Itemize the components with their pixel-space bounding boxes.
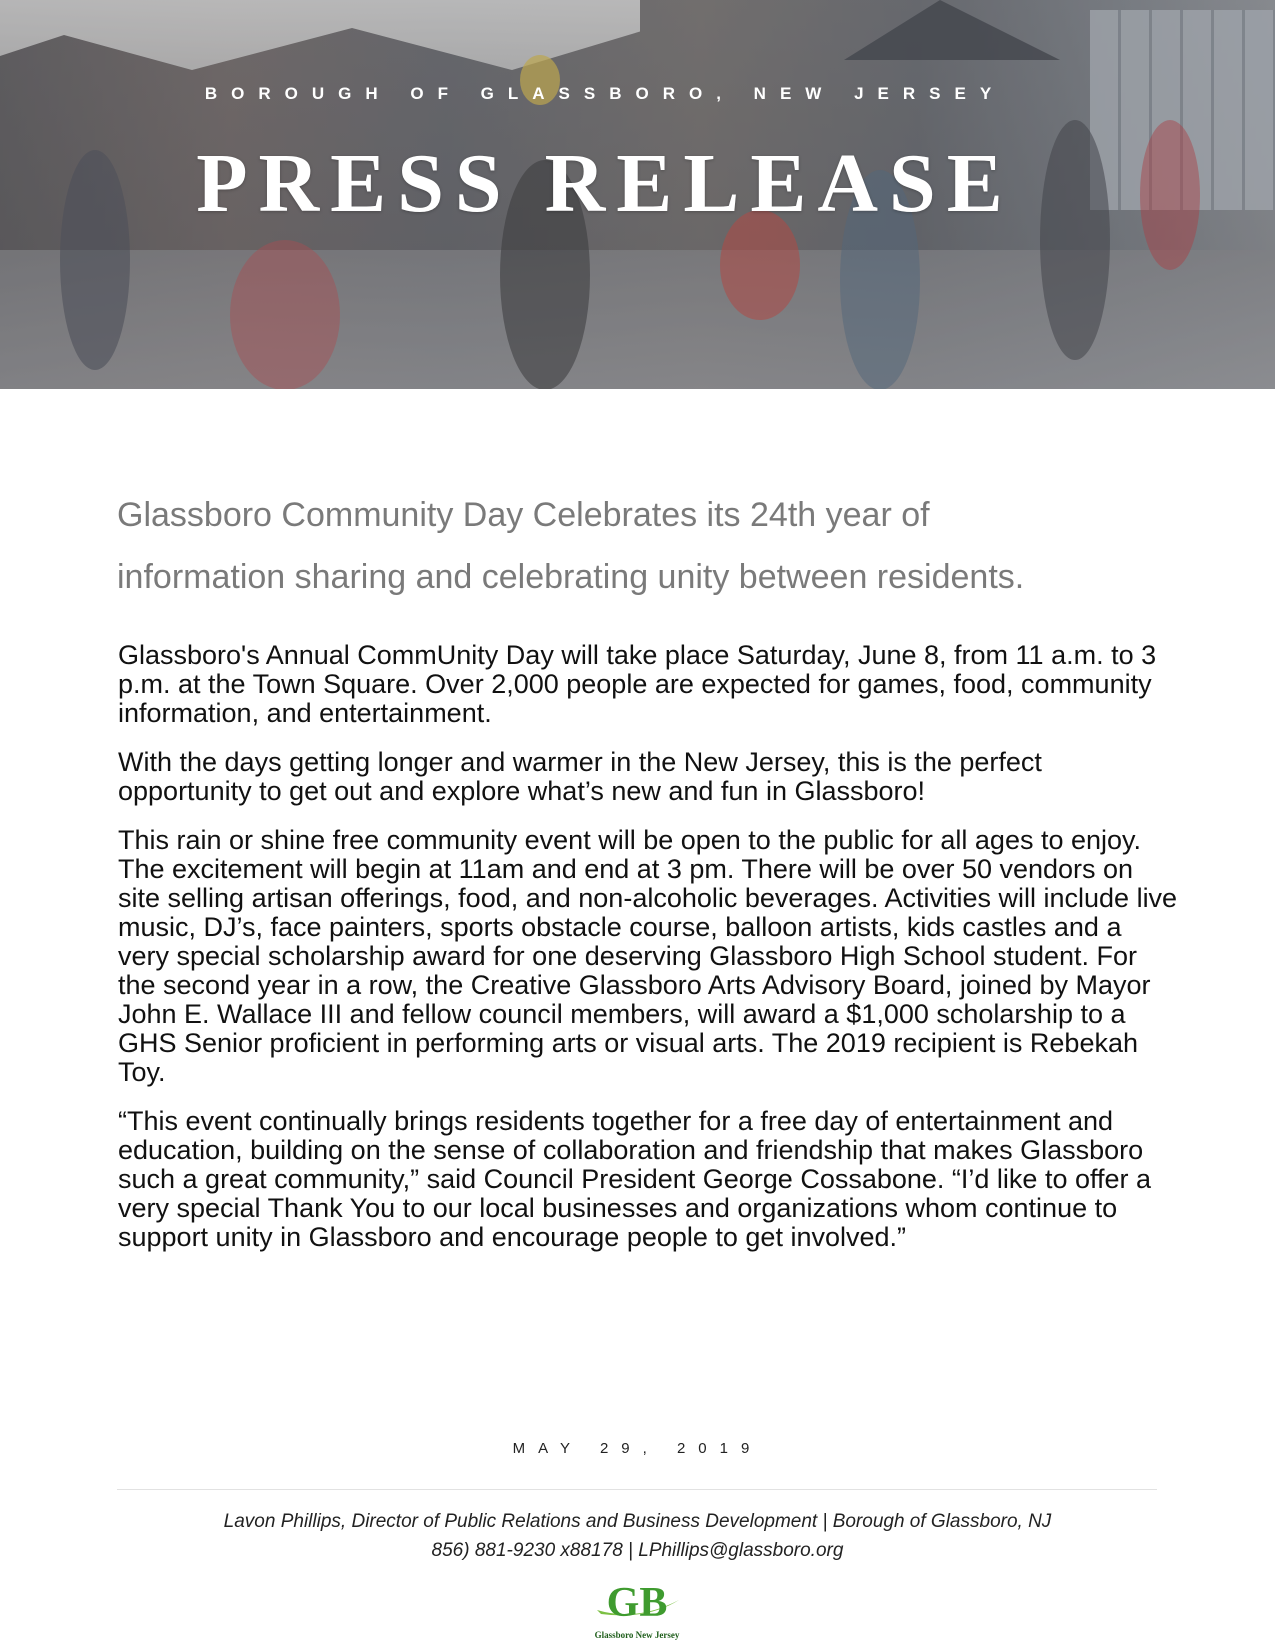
release-date: MAY 29, 2019: [512, 1440, 763, 1457]
headline-line-2: information sharing and celebrating unity between residents.: [117, 558, 1025, 596]
borough-label: BOROUGH OF GLASSBORO, NEW JERSEY: [204, 84, 1006, 103]
footer-divider: [117, 1489, 1157, 1490]
paragraph-4: “This event continually brings residents together for a free day of entertainment and education, building on the sense of collaboration and friendship that makes Glassboro such a great community,” said Council President George Cossabone. “I’d like to offer a very special Thank You to our local businesses and organizations whom continue to support unity in Glassboro and encourage people to get involved.”: [118, 1106, 1152, 1252]
logo-letters: GB: [606, 1580, 668, 1626]
glassboro-logo: [587, 1570, 687, 1644]
paragraph-1: Glassboro's Annual CommUnity Day will take place Saturday, June 8, from 11 a.m. to 3 p.m. at the Town Square. Over 2,000 people are expected for games, food, community information, and entertainment.: [118, 640, 1157, 728]
contact-line-2: 856) 881-9230 x88178 | LPhillips@glassboro.org: [431, 1540, 844, 1561]
paragraph-2: With the days getting longer and warmer in the New Jersey, this is the perfect opportunity to get out and explore what’s new and fun in Glassboro!: [118, 747, 1042, 806]
press-release-title: PRESS RELEASE: [196, 137, 1014, 230]
headline: [117, 484, 1137, 608]
paragraph-3: This rain or shine free community event will be open to the public for all ages to enjoy. The excitement will begin at 11am and end at 3 pm. There will be over 50 vendors on site selling artisan offerings, food, and non-alcoholic beverages. Activities will include live music, DJ’s, face painters, sports obstacle course, balloon artists, kids castles and a very special scholarship award for one deserving Glassboro High School student. For the second year in a row, the Creative Glassboro Arts Advisory Board, joined by Mayor John E. Wallace III and fellow council members, will award a $1,000 scholarship to a GHS Senior proficient in performing arts or visual arts. The 2019 recipient is Rebekah Toy.: [118, 825, 1178, 1087]
hero-banner: [0, 0, 1275, 389]
body-text: [118, 641, 1178, 1272]
contact-line-1: Lavon Phillips, Director of Public Relations and Business Development | Borough of Glassboro, NJ: [223, 1511, 1052, 1532]
logo-caption: Glassboro New Jersey: [594, 1630, 680, 1640]
headline-line-1: Glassboro Community Day Celebrates its 24th year of: [117, 496, 930, 534]
